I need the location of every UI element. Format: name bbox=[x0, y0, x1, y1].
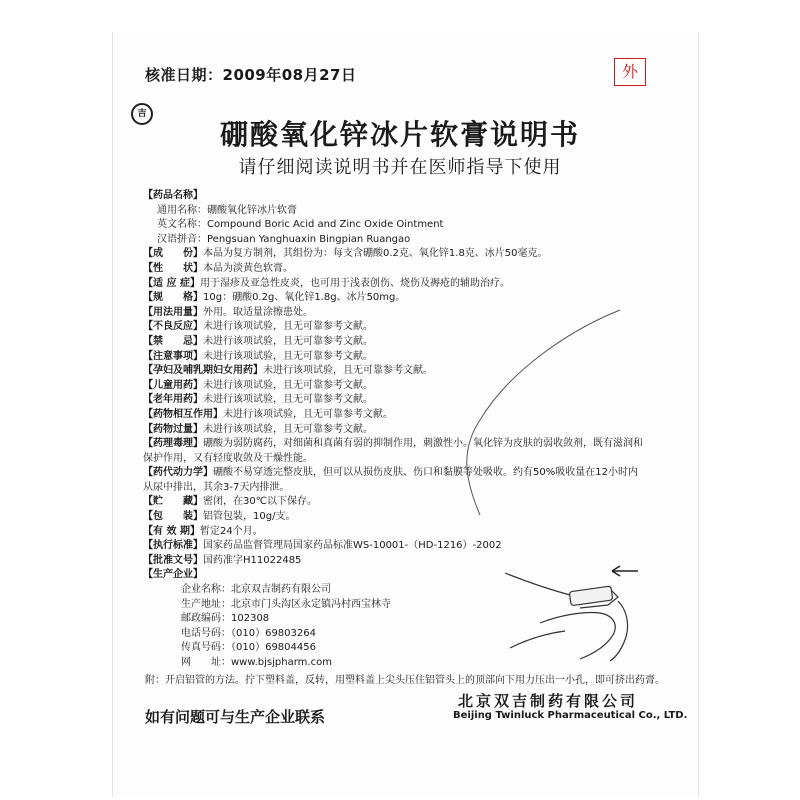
row-text: 铝管包装，10g/支。 bbox=[203, 511, 296, 523]
row-text: 未进行该项试验，且无可靠参考文献。 bbox=[203, 423, 373, 435]
row-label: 【药物相互作用】 bbox=[143, 408, 223, 420]
row-text: 北京市门头沟区永定镇冯村西宝林寺 bbox=[231, 598, 391, 610]
approval-date: 核准日期：2009年08月27日 bbox=[145, 66, 357, 84]
row-text: （010）69804456 bbox=[231, 642, 316, 654]
row-text: Pengsuan Yanghuaxin Bingpian Ruangao bbox=[207, 233, 411, 245]
row-label: 【药代动力学】 bbox=[143, 467, 213, 479]
row-text: （010）69803264 bbox=[231, 627, 316, 639]
leaflet-row bbox=[143, 189, 643, 204]
row-label: 【不良反应】 bbox=[143, 321, 203, 333]
row-text: 未进行该项试验，且无可靠参考文献。 bbox=[203, 335, 373, 347]
contact-note: 如有问题可与生产企业联系 bbox=[145, 708, 326, 726]
row-text: 硼酸氧化锌冰片软膏 bbox=[207, 204, 297, 216]
row-label: 【老年用药】 bbox=[143, 394, 203, 406]
leaflet-row bbox=[143, 539, 643, 554]
row-label: 【有 效 期】 bbox=[143, 525, 200, 537]
row-label: 【规 格】 bbox=[143, 292, 203, 304]
row-label: 通用名称： bbox=[157, 204, 207, 216]
row-text: Compound Boric Acid and Zinc Oxide Ointment bbox=[207, 219, 444, 231]
row-text: 用于湿疹及亚急性皮炎，也可用于浅表创伤、烧伤及褥疮的辅助治疗。 bbox=[199, 277, 510, 289]
row-label: 【批准文号】 bbox=[143, 554, 203, 566]
row-label: 汉语拼音： bbox=[157, 233, 207, 245]
external-use-stamp: 外 bbox=[614, 58, 646, 86]
manufacturer-name-cn: 北京双吉制药有限公司 bbox=[458, 692, 639, 710]
row-text: 102308 bbox=[231, 613, 270, 625]
row-text: 10g：硼酸0.2g、氧化锌1.8g、冰片50mg。 bbox=[203, 292, 406, 304]
row-text: 未进行该项试验，且无可靠参考文献。 bbox=[203, 350, 373, 362]
row-text: 硼酸为弱防腐药，对细菌和真菌有弱的抑制作用，刺激性小。氧化锌为皮肤的弱收敛剂，既有滋润和保护作用，又有轻度收敛及干燥性能。 bbox=[143, 438, 643, 464]
row-label: 生产地址： bbox=[181, 598, 231, 610]
leaflet-row bbox=[143, 247, 643, 262]
leaflet-row bbox=[143, 233, 643, 248]
row-label: 【生产企业】 bbox=[143, 569, 203, 581]
row-label: 传真号码： bbox=[181, 642, 231, 654]
row-text: 暂定24个月。 bbox=[199, 525, 263, 537]
row-label: 【性 状】 bbox=[143, 262, 203, 274]
row-text: 本品为复方制剂，其组份为：每支含硼酸0.2克、氧化锌1.8克、冰片50毫克。 bbox=[203, 248, 548, 260]
row-text: 密闭，在30℃以下保存。 bbox=[203, 496, 317, 508]
row-text: 国家药品监督管理局国家药品标准WS-10001-（HD-1216）-2002 bbox=[203, 540, 502, 552]
row-label: 【药物过量】 bbox=[143, 423, 203, 435]
row-text: 国药准字H11022485 bbox=[203, 554, 302, 566]
document-subtitle: 请仔细阅读说明书并在医师指导下使用 bbox=[238, 157, 562, 178]
leaflet-row bbox=[143, 204, 643, 219]
document-title: 硼酸氧化锌冰片软膏说明书 bbox=[219, 118, 580, 151]
leaflet-row bbox=[143, 262, 643, 277]
row-text: 硼酸不易穿透完整皮肤，但可以从损伤皮肤、伤口和黏膜等处吸收。约有50%吸收量在12小时内从尿中排出，其余3-7天内排泄。 bbox=[143, 467, 638, 493]
row-label: 【包 装】 bbox=[143, 511, 203, 523]
row-text: 未进行该项试验，且无可靠参考文献。 bbox=[223, 408, 393, 420]
pen-scribble-line bbox=[420, 300, 650, 530]
leaflet-row bbox=[143, 277, 643, 292]
row-label: 【执行标准】 bbox=[143, 540, 203, 552]
row-text: 本品为淡黄色软膏。 bbox=[203, 262, 293, 274]
row-text: 未进行该项试验，且无可靠参考文献。 bbox=[263, 365, 433, 377]
row-label: 【孕妇及哺乳期妇女用药】 bbox=[143, 365, 263, 377]
row-label: 【禁 忌】 bbox=[143, 335, 203, 347]
row-text: 未进行该项试验，且无可靠参考文献。 bbox=[203, 394, 373, 406]
row-label: 【儿童用药】 bbox=[143, 379, 203, 391]
company-logo-icon: 吉 bbox=[131, 103, 153, 125]
row-label: 【用法用量】 bbox=[143, 306, 203, 318]
tube-opening-note: 附：开启铝管的方法。拧下塑料盖，反转，用塑料盖上尖头压住铝管头上的顶部向下用力压出一小孔，即可挤出药膏。 bbox=[145, 675, 665, 686]
manufacturer-name-en: Beijing Twinluck Pharmaceutical Co., LTD. bbox=[453, 710, 688, 721]
row-label: 企业名称： bbox=[181, 584, 231, 596]
row-label: 【药理毒理】 bbox=[143, 438, 203, 450]
row-label: 网 址： bbox=[181, 657, 231, 668]
row-label: 【药品名称】 bbox=[143, 190, 203, 201]
row-text: 外用。取适量涂擦患处。 bbox=[203, 306, 313, 318]
row-label: 邮政编码： bbox=[181, 613, 231, 625]
row-label: 【注意事项】 bbox=[143, 350, 203, 362]
leaflet-row bbox=[143, 218, 643, 233]
row-label: 【适 应 症】 bbox=[143, 277, 200, 289]
row-text: www.bjsjpharm.com bbox=[231, 657, 332, 668]
row-label: 电话号码： bbox=[181, 627, 231, 639]
row-text: 未进行该项试验，且无可靠参考文献。 bbox=[203, 379, 373, 391]
row-text: 未进行该项试验，且无可靠参考文献。 bbox=[203, 321, 373, 333]
row-label: 【贮 藏】 bbox=[143, 496, 203, 508]
row-label: 【成 份】 bbox=[143, 248, 203, 260]
tube-opening-illustration bbox=[500, 553, 650, 663]
row-text: 北京双吉制药有限公司 bbox=[231, 584, 331, 596]
row-label: 英文名称： bbox=[157, 219, 207, 231]
